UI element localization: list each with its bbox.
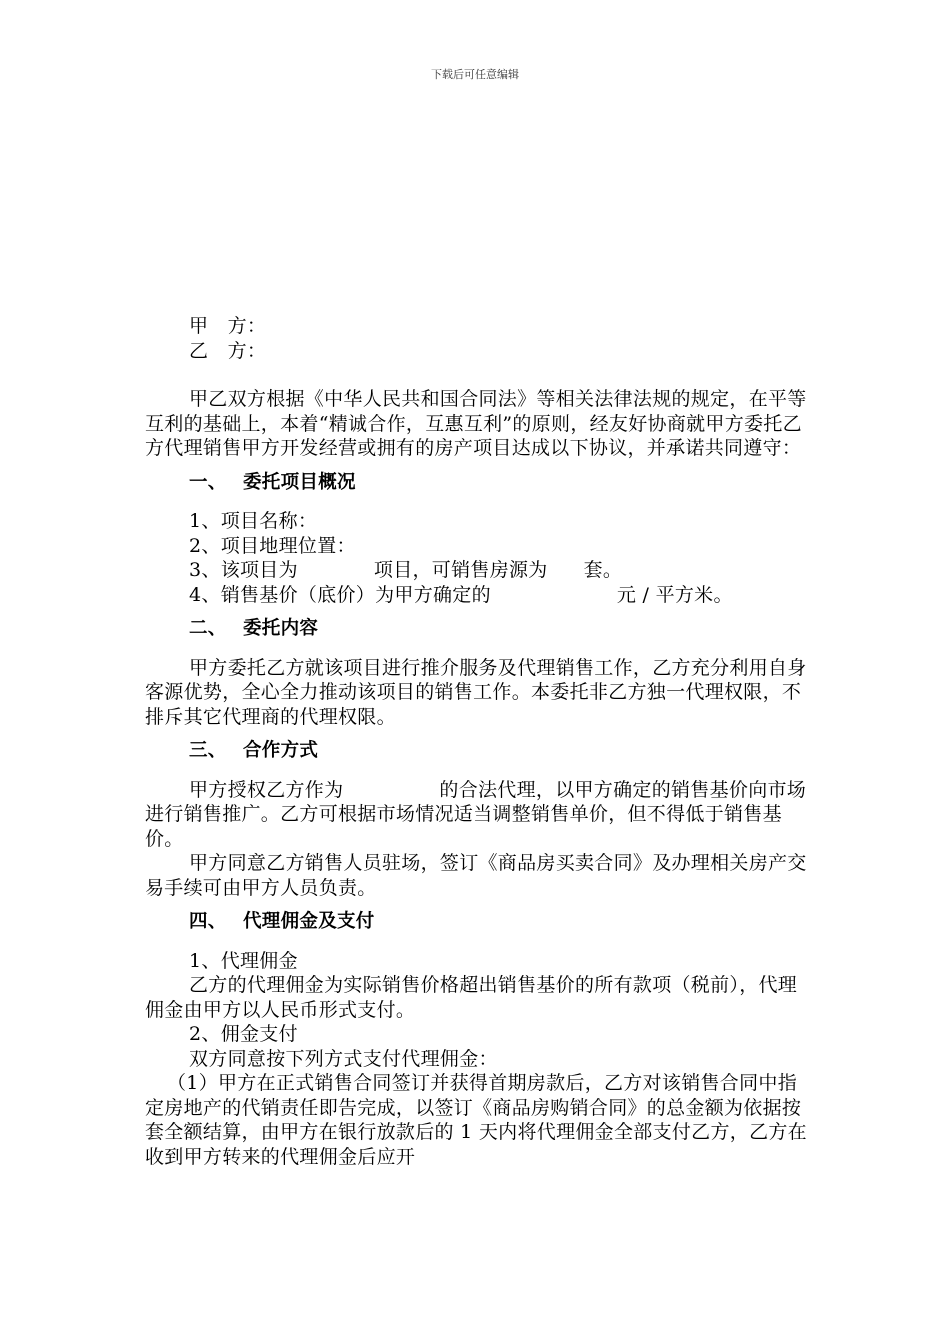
spacer — [145, 363, 810, 387]
header-note: 下载后可任意编辑 — [431, 68, 519, 81]
text-run: 3、该项目为 — [189, 559, 298, 581]
project-type-line — [145, 558, 810, 583]
section-title: 委托项目概况 — [243, 471, 356, 493]
project-location-line: 2、项目地理位置： — [189, 534, 356, 557]
section-number: 四、 — [189, 911, 227, 932]
section-number: 三、 — [189, 740, 227, 761]
section-heading-3 — [145, 739, 810, 764]
payment-subheading: 2、佣金支付 — [189, 1023, 298, 1045]
section-title: 代理佣金及支付 — [243, 911, 375, 932]
section-number: 一、 — [189, 471, 227, 493]
section-heading-2 — [145, 617, 810, 642]
cooperation-paragraph-2: 甲方同意乙方销售人员驻场，签订《商品房买卖合同》及办理相关房产交易手续可由甲方人员负责。 — [145, 852, 807, 899]
contract-body — [145, 314, 810, 1169]
text-run: 4、销售基价（底价）为甲方确定的 — [189, 583, 491, 606]
payment-intro: 双方同意按下列方式支付代理佣金： — [189, 1047, 498, 1070]
entrust-content-paragraph: 甲方委托乙方就该项目进行推介服务及代理销售工作，乙方充分利用自身客源优势，全心全力推动该项目的销售工作。本委托非乙方独一代理权限，不排斥其它代理商的代理权限。 — [145, 656, 807, 728]
section-number: 二、 — [189, 618, 227, 639]
payment-item-1: （1）甲方在正式销售合同签订并获得首期房款后，乙方对该销售合同中指定房地产的代销责任即告完成，以签订《商品房购销合同》的总金额为依据按套全额结算，由甲方在银行放款后的 1 天内将代理佣金全部支付乙方，乙方在收到甲方转来的代理佣金后应开 — [145, 1072, 807, 1168]
party-a-line: 甲 方： — [189, 315, 267, 337]
base-price-line — [145, 583, 810, 608]
section-heading-4 — [145, 910, 810, 935]
project-name-line: 1、项目名称： — [189, 510, 318, 532]
text-run: 的合法代理，以甲方确定的销售基价向市场进行销售推广。乙方可根据市场情况适当调整销售单价，但不得低于销售基价。 — [145, 778, 807, 850]
party-b-line: 乙 方： — [189, 339, 267, 362]
preamble-paragraph: 甲乙双方根据《中华人民共和国合同法》等相关法律法规的规定，在平等互利的基础上，本着“精诚合作，互惠互利”的原则，经友好协商就甲方委托乙方代理销售甲方开发经营或拥有的房产项目达成以下协议，并承诺共同遵守： — [145, 388, 807, 459]
section-title: 委托内容 — [243, 618, 319, 639]
section-title: 合作方式 — [243, 740, 319, 761]
commission-subheading: 1、代理佣金 — [189, 949, 298, 972]
text-run: 甲方授权乙方作为 — [189, 778, 344, 801]
commission-paragraph: 乙方的代理佣金为实际销售价格超出销售基价的所有款项（税前），代理佣金由甲方以人民币形式支付。 — [145, 974, 798, 1021]
text-run: 项目，可销售房源为 — [373, 559, 548, 581]
text-run: 套。 — [583, 559, 623, 581]
text-run: 元 / 平方米。 — [616, 583, 733, 606]
cooperation-paragraph-1 — [145, 778, 810, 852]
section-heading-1 — [145, 471, 810, 496]
